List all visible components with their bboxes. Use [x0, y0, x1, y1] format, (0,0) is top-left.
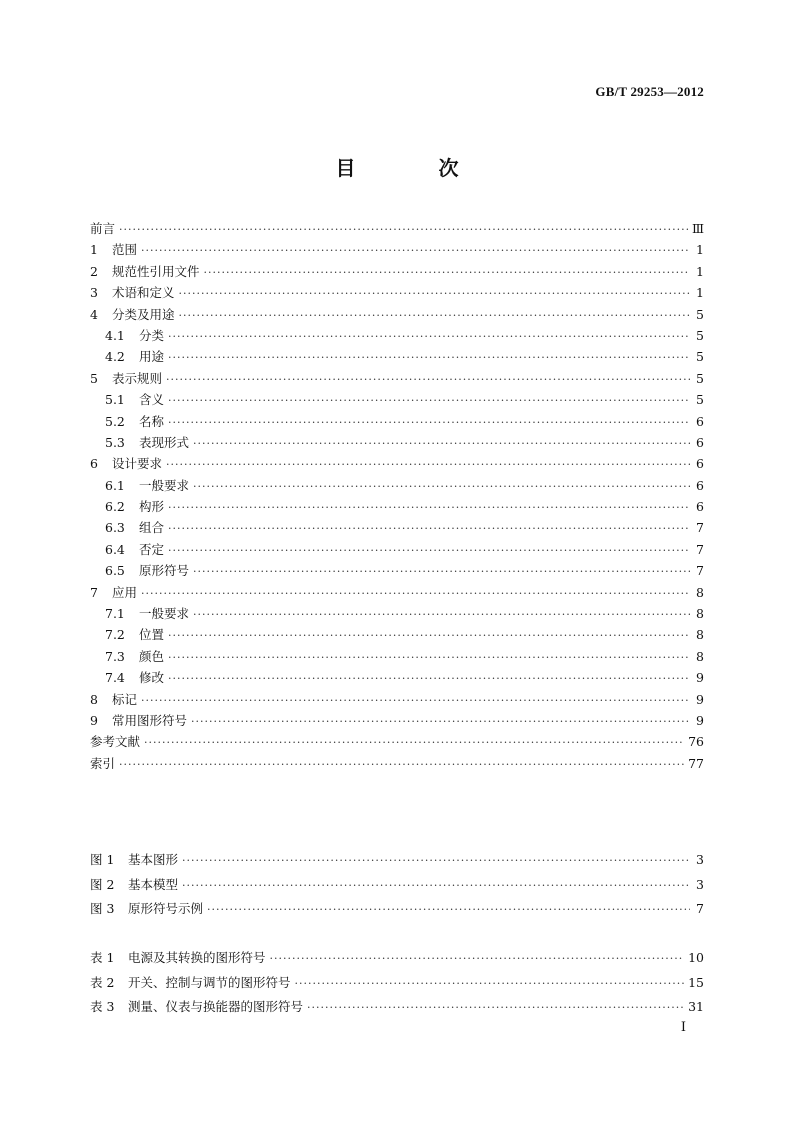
toc-entry-label: 标记: [112, 691, 138, 707]
toc-entry-link[interactable]: [90, 732, 704, 750]
figure-entry[interactable]: [90, 899, 704, 924]
toc-entry[interactable]: [90, 454, 704, 475]
toc-entry[interactable]: [90, 583, 704, 604]
standard-code: GB/T 29253—2012: [595, 84, 704, 99]
dot-leader: [168, 501, 690, 514]
figure-entry-label: 原形符号示例: [128, 901, 204, 916]
table-entry-link[interactable]: [90, 948, 704, 966]
toc-entry-page: 1: [696, 263, 704, 279]
toc-entry-label: 分类: [139, 327, 165, 343]
toc-entry-page: 77: [688, 755, 704, 771]
toc-entry[interactable]: [90, 647, 704, 668]
figure-entry-number: 图 3: [90, 901, 115, 916]
toc-entry-label: 含义: [139, 392, 165, 408]
table-entry-page: 15: [688, 974, 704, 990]
toc-entry-label: 表示规则: [112, 370, 163, 386]
toc-entry[interactable]: [90, 518, 704, 539]
toc-entry-page: 9: [696, 712, 704, 728]
figure-list: [90, 850, 704, 924]
toc-entry-page: 5: [696, 306, 704, 322]
dot-leader: [166, 373, 690, 386]
toc-entry-page: 6: [696, 434, 704, 450]
figure-entry-link[interactable]: [90, 899, 704, 917]
toc-entry-label: 索引: [90, 755, 116, 771]
figure-entry-page: 3: [696, 852, 704, 867]
dot-leader: [179, 309, 690, 322]
toc-entry[interactable]: [90, 625, 704, 646]
dot-leader: [182, 879, 690, 892]
dot-leader: [141, 587, 690, 600]
toc-entry-number: 3: [90, 285, 98, 301]
toc-entry-page: 9: [696, 670, 704, 686]
toc-entry-link[interactable]: [90, 262, 704, 280]
toc-entry-label: 组合: [139, 520, 165, 536]
table-entry-link[interactable]: [90, 997, 704, 1015]
toc-entry-link[interactable]: [90, 240, 704, 258]
toc-entry[interactable]: [90, 390, 704, 411]
toc-entry-label: 名称: [139, 413, 165, 429]
toc-entry-label: 规范性引用文件: [112, 263, 200, 279]
dot-leader: [204, 266, 690, 279]
toc-entry-number: 7.1: [105, 606, 125, 622]
toc-entry-link[interactable]: [105, 604, 704, 622]
toc-entry-link[interactable]: [90, 583, 704, 601]
toc-list: [90, 219, 704, 775]
toc-entry-link[interactable]: [105, 433, 704, 451]
toc-entry-label: 应用: [112, 584, 138, 600]
dot-leader: [144, 736, 684, 749]
table-entry-page: 10: [688, 950, 704, 965]
toc-entry-link[interactable]: [105, 518, 704, 536]
dot-leader: [207, 903, 690, 916]
toc-entry-page: 76: [688, 734, 704, 750]
toc-entry-link[interactable]: [105, 625, 704, 643]
figure-entry[interactable]: [90, 850, 704, 875]
toc-entry[interactable]: [90, 690, 704, 711]
dot-leader: [182, 854, 690, 867]
toc-entry-page: 6: [696, 499, 704, 515]
toc-entry-label: 表现形式: [139, 434, 190, 450]
toc-entry[interactable]: [90, 711, 704, 732]
figure-entry-label: 基本模型: [128, 876, 179, 892]
toc-entry-number: 6.3: [105, 520, 125, 536]
dot-leader: [270, 952, 685, 965]
dot-leader: [168, 629, 690, 642]
toc-entry-link[interactable]: [105, 476, 704, 494]
toc-entry-page: 7: [696, 541, 704, 557]
toc-entry-number: 7.2: [105, 627, 125, 643]
toc-entry[interactable]: [90, 326, 704, 347]
toc-entry-label: 修改: [139, 670, 165, 686]
toc-entry-label: 位置: [139, 627, 165, 643]
table-entry-number: 表 3: [90, 999, 115, 1014]
dot-leader: [193, 565, 690, 578]
dot-leader: [168, 351, 690, 364]
dot-leader: [179, 287, 690, 300]
toc-entry-link[interactable]: [90, 454, 704, 472]
toc-entry-label: 设计要求: [112, 456, 163, 472]
toc-entry-label: 分类及用途: [112, 306, 175, 322]
toc-entry-link[interactable]: [105, 412, 704, 430]
toc-entry-number: 5.1: [105, 392, 125, 408]
dot-leader: [168, 394, 690, 407]
toc-entry-number: 6.4: [105, 541, 125, 557]
dot-leader: [193, 480, 690, 493]
toc-entry-number: 8: [90, 691, 98, 707]
toc-entry[interactable]: [90, 476, 704, 497]
figure-entry-page: 3: [696, 876, 704, 892]
toc-entry[interactable]: [90, 283, 704, 304]
toc-entry-link[interactable]: [90, 369, 704, 387]
toc-entry-number: 4: [90, 306, 98, 322]
toc-entry-link[interactable]: [90, 754, 704, 772]
dot-leader: [191, 715, 690, 728]
toc-entry[interactable]: [90, 412, 704, 433]
toc-entry-label: 构形: [139, 499, 165, 515]
table-list: [90, 948, 704, 1022]
toc-entry-number: 6.2: [105, 499, 125, 515]
table-entry-page: 31: [688, 999, 704, 1014]
toc-entry-number: 6.5: [105, 563, 125, 579]
dot-leader: [193, 608, 690, 621]
table-entry-label: 测量、仪表与换能器的图形符号: [128, 999, 304, 1014]
page-title: 目 次: [335, 156, 497, 180]
toc-entry-page: 7: [696, 563, 704, 579]
toc-entry[interactable]: [90, 497, 704, 518]
dot-leader: [168, 544, 690, 557]
toc-entry-link[interactable]: [90, 690, 704, 708]
toc-entry-page: 8: [696, 648, 704, 664]
toc-entry-link[interactable]: [105, 668, 704, 686]
toc-entry-link[interactable]: [90, 219, 704, 237]
toc-entry-link[interactable]: [90, 283, 704, 301]
toc-entry-page: 6: [696, 413, 704, 429]
toc-entry-number: 6: [90, 456, 98, 472]
toc-entry-link[interactable]: [105, 647, 704, 665]
toc-entry-page: 6: [696, 477, 704, 493]
toc-entry-label: 一般要求: [139, 606, 190, 622]
toc-entry-label: 颜色: [139, 648, 165, 664]
toc-entry-label: 原形符号: [139, 563, 190, 579]
toc-entry-label: 用途: [139, 349, 165, 365]
table-entry-link[interactable]: [90, 973, 704, 991]
figure-entry-number: 图 1: [90, 852, 115, 867]
toc-entry-link[interactable]: [105, 540, 704, 558]
toc-entry-page: 8: [696, 606, 704, 622]
toc-entry-page: 5: [696, 327, 704, 343]
toc-entry[interactable]: [90, 668, 704, 689]
toc-entry-link[interactable]: [105, 390, 704, 408]
toc-entry-number: 6.1: [105, 477, 125, 493]
dot-leader: [307, 1001, 684, 1014]
toc-entry-label: 一般要求: [139, 477, 190, 493]
toc-entry-number: 4.2: [105, 349, 125, 365]
toc-entry[interactable]: [90, 305, 704, 326]
toc-entry-page: 5: [696, 349, 704, 365]
toc-entry[interactable]: [90, 262, 704, 283]
toc-entry-number: 9: [90, 712, 98, 728]
toc-entry-number: 2: [90, 263, 98, 279]
toc-entry-link[interactable]: [90, 711, 704, 729]
toc-entry-page: 5: [696, 392, 704, 408]
table-entry-label: 电源及其转换的图形符号: [128, 950, 266, 965]
toc-entry[interactable]: [90, 540, 704, 561]
toc-entry[interactable]: [90, 219, 704, 240]
toc-entry[interactable]: [90, 347, 704, 368]
toc-entry-number: 7.3: [105, 648, 125, 664]
table-entry[interactable]: [90, 948, 704, 973]
toc-entry-number: 7: [90, 584, 98, 600]
toc-entry-page: Ⅲ: [691, 221, 704, 236]
toc-entry-page: 8: [696, 584, 704, 600]
toc-entry-number: 7.4: [105, 670, 125, 686]
toc-entry-link[interactable]: [90, 305, 704, 323]
toc-entry-label: 否定: [139, 541, 165, 557]
toc-entry[interactable]: [90, 732, 704, 753]
toc-entry-number: 5.2: [105, 413, 125, 429]
toc-entry[interactable]: [90, 240, 704, 261]
toc-entry-page: 1: [696, 242, 704, 258]
dot-leader: [166, 458, 690, 471]
toc-entry[interactable]: [90, 561, 704, 582]
toc-entry-page: 8: [696, 627, 704, 643]
figure-entry-page: 7: [696, 901, 704, 916]
dot-leader: [168, 416, 690, 429]
toc-entry-number: 1: [90, 242, 98, 258]
toc-entry-link[interactable]: [105, 497, 704, 515]
dot-leader: [295, 977, 685, 990]
toc-entry[interactable]: [90, 433, 704, 454]
dot-leader: [119, 758, 684, 771]
dot-leader: [193, 437, 690, 450]
toc-entry-page: 7: [696, 520, 704, 536]
figure-entry-number: 图 2: [90, 876, 115, 892]
toc-entry-label: 术语和定义: [112, 285, 175, 301]
toc-entry[interactable]: [90, 604, 704, 625]
toc-entry-number: 5.3: [105, 434, 125, 450]
dot-leader: [119, 223, 688, 236]
table-entry-number: 表 1: [90, 950, 115, 965]
table-entry[interactable]: [90, 997, 704, 1022]
dot-leader: [141, 694, 690, 707]
toc-entry-label: 常用图形符号: [112, 712, 188, 728]
toc-entry-label: 范围: [112, 242, 138, 258]
dot-leader: [168, 522, 690, 535]
table-entry-number: 表 2: [90, 974, 115, 990]
figure-entry-link[interactable]: [90, 850, 704, 868]
toc-entry-page: 1: [696, 285, 704, 301]
page-number: I: [680, 1020, 686, 1035]
toc-entry-page: 5: [696, 370, 704, 386]
dot-leader: [141, 244, 690, 257]
toc-entry-number: 5: [90, 370, 98, 386]
dot-leader: [168, 672, 690, 685]
toc-entry-link[interactable]: [105, 326, 704, 344]
toc-entry-label: 参考文献: [90, 734, 141, 750]
dot-leader: [168, 330, 690, 343]
toc-entry-number: 4.1: [105, 327, 125, 343]
toc-entry-page: 9: [696, 691, 704, 707]
figure-entry-link[interactable]: [90, 875, 704, 893]
toc-entry[interactable]: [90, 754, 704, 775]
toc-entry-label: 前言: [90, 221, 116, 236]
toc-entry-link[interactable]: [105, 347, 704, 365]
dot-leader: [168, 651, 690, 664]
toc-entry-link[interactable]: [105, 561, 704, 579]
figure-entry[interactable]: [90, 875, 704, 900]
figure-entry-label: 基本图形: [128, 852, 179, 867]
toc-entry-page: 6: [696, 456, 704, 472]
toc-entry[interactable]: [90, 369, 704, 390]
table-entry-label: 开关、控制与调节的图形符号: [128, 974, 291, 990]
table-entry[interactable]: [90, 973, 704, 998]
